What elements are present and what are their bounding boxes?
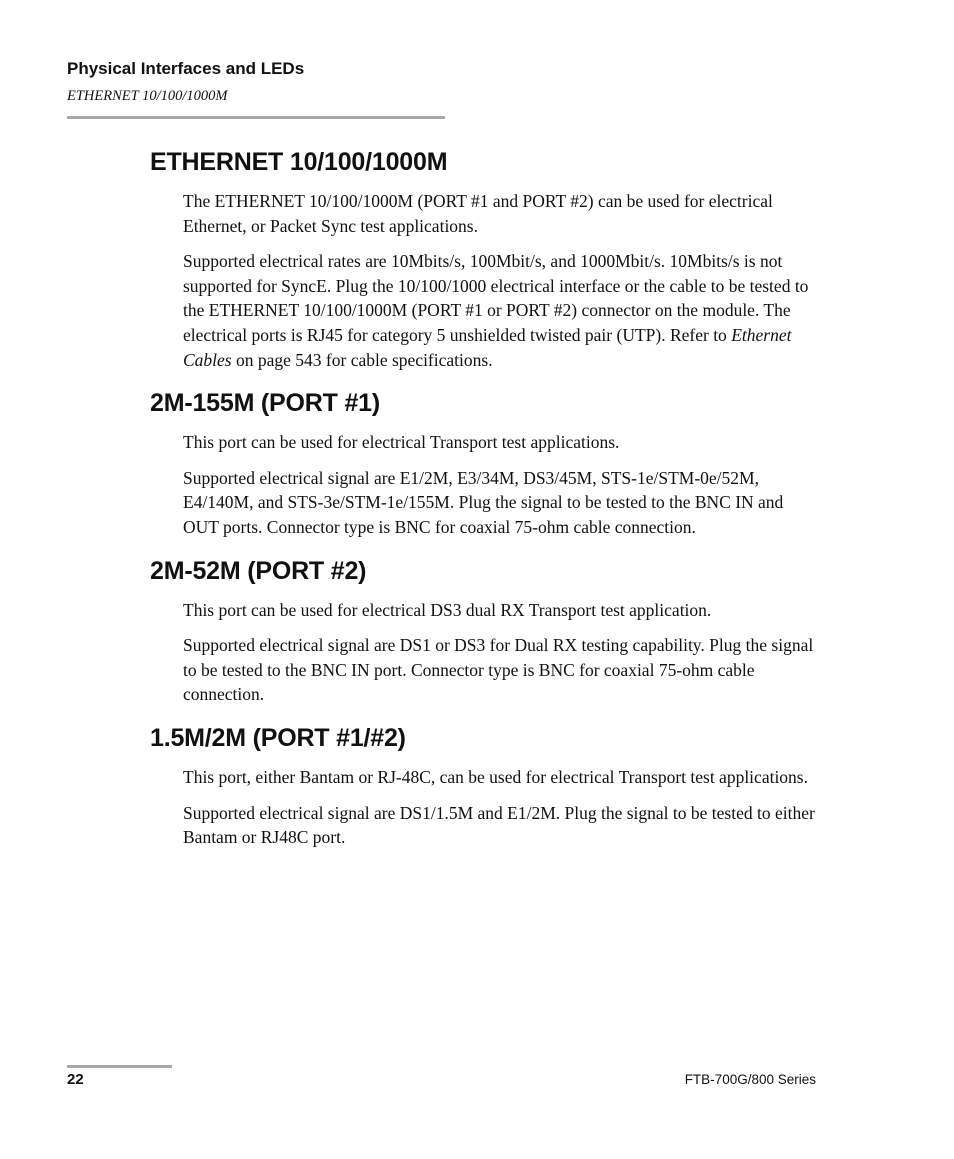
section-ethernet: [150, 145, 830, 372]
paragraph: Supported electrical signal are DS1/1.5M and E1/2M. Plug the signal to be tested to either Bantam or RJ48C port.: [183, 802, 815, 848]
paragraph-text: on page 543 for cable specifications.: [231, 349, 493, 370]
cross-reference-link[interactable]: Ethernet Cables: [183, 324, 792, 370]
section-1-5m-2m: [150, 721, 830, 850]
paragraph: This port can be used for electrical DS3 dual RX Transport test application.: [183, 599, 712, 620]
paragraph: This port can be used for electrical Transport test applications.: [183, 432, 620, 453]
section-heading: 2M-52M (PORT #2): [150, 556, 367, 585]
section-heading: 1.5M/2M (PORT #1/#2): [150, 723, 406, 752]
paragraph: Supported electrical signal are DS1 or DS3 for Dual RX testing capability. Plug the signal to be tested to the BNC IN port. Connector type is BNC for coaxial 75-ohm cable connection.: [183, 635, 814, 705]
header-divider: [67, 116, 445, 119]
section-2m-155m: [150, 386, 830, 539]
section-heading: ETHERNET 10/100/1000M: [150, 148, 448, 176]
running-header: [67, 58, 447, 105]
page-content: [150, 145, 830, 864]
section-subtitle: ETHERNET 10/100/1000M: [67, 88, 228, 104]
page-number: 22: [67, 1071, 84, 1088]
section-heading: 2M-155M (PORT #1): [150, 389, 380, 418]
product-series: FTB-700G/800 Series: [684, 1072, 816, 1087]
paragraph: [183, 249, 823, 372]
paragraph: Supported electrical signal are E1/2M, E3/34M, DS3/45M, STS-1e/STM-0e/52M, E4/140M, and STS-3e/STM-1e/155M. Plug the signal to be tested to the BNC IN and OUT ports. Connector type is BNC for coaxial 75-ohm cable connection.: [183, 467, 784, 537]
paragraph-text: Supported electrical rates are 10Mbits/s, 100Mbit/s, and 1000Mbit/s. 10Mbits/s is not supported for SyncE. Plug the 10/100/1000 electrical interface or the cable to be tested to the ETHERNET 10/100/1000M (PORT #1 or PORT #2) connector on the module. The electrical ports is RJ45 for category 5 unshielded twisted pair (UTP). Refer to: [183, 251, 809, 345]
chapter-title: Physical Interfaces and LEDs: [67, 59, 305, 78]
paragraph: The ETHERNET 10/100/1000M (PORT #1 and PORT #2) can be used for electrical Ethernet, or Packet Sync test applications.: [183, 191, 773, 236]
footer-divider: [67, 1065, 172, 1068]
section-2m-52m: [150, 554, 830, 707]
paragraph: This port, either Bantam or RJ-48C, can be used for electrical Transport test applications.: [183, 766, 808, 787]
